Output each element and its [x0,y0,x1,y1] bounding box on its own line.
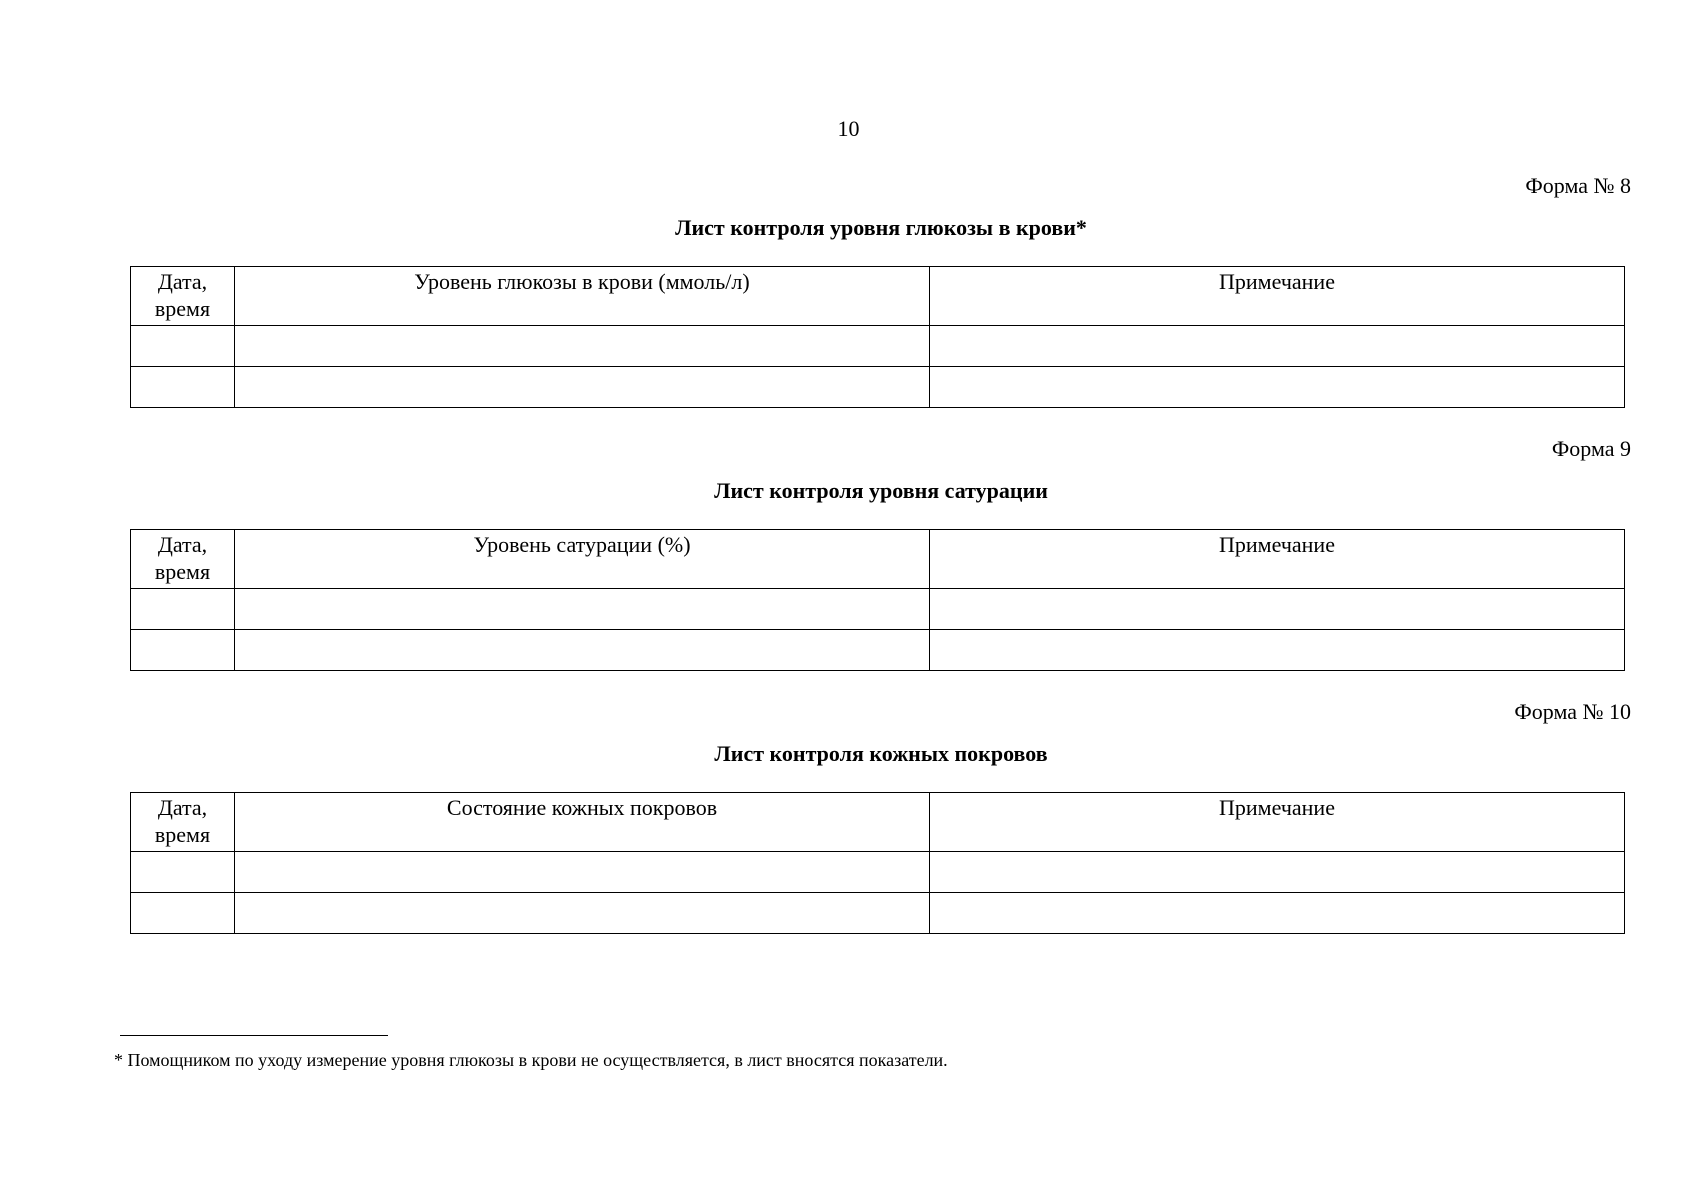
date-time-cell[interactable] [131,630,235,671]
saturation-table [130,529,1625,671]
glucose-level-header: Уровень глюкозы в крови (ммоль/л) [235,267,930,326]
date-header-line2: время [154,296,211,321]
saturation-level-cell[interactable] [235,589,930,630]
glucose-level-cell[interactable] [235,367,930,408]
form-8-label: Форма № 8 [1525,173,1631,198]
note-header: Примечание [930,267,1625,326]
note-header: Примечание [930,530,1625,589]
glucose-table [130,266,1625,408]
note-cell[interactable] [930,326,1625,367]
note-cell[interactable] [930,893,1625,934]
footnote-rule [120,1035,388,1036]
table-header-row [131,267,1625,326]
glucose-level-cell[interactable] [235,326,930,367]
saturation-level-header: Уровень сатурации (%) [235,530,930,589]
form-9-title: Лист контроля уровня сатурации [714,478,1048,503]
form-10-title: Лист контроля кожных покровов [714,741,1048,766]
date-header-line2: время [154,822,211,847]
skin-condition-header: Состояние кожных покровов [235,793,930,852]
form-8-title: Лист контроля уровня глюкозы в крови* [675,215,1087,240]
note-cell[interactable] [930,589,1625,630]
date-time-cell[interactable] [131,367,235,408]
note-cell[interactable] [930,630,1625,671]
table-header-row [131,530,1625,589]
page-number: 10 [837,116,860,141]
table-header-row [131,793,1625,852]
table-row [131,852,1625,893]
skin-condition-cell[interactable] [235,852,930,893]
note-cell[interactable] [930,367,1625,408]
date-time-header [131,793,235,852]
note-header: Примечание [930,793,1625,852]
date-header-line1: Дата, [157,269,208,294]
table-row [131,326,1625,367]
date-time-cell[interactable] [131,852,235,893]
date-header-line1: Дата, [157,532,208,557]
table-row [131,367,1625,408]
skin-condition-table [130,792,1625,934]
table-row [131,589,1625,630]
table-row [131,630,1625,671]
skin-condition-cell[interactable] [235,893,930,934]
form-9-label: Форма 9 [1551,436,1631,461]
form-10-label: Форма № 10 [1514,699,1631,724]
date-header-line2: время [154,559,211,584]
date-time-header [131,267,235,326]
note-cell[interactable] [930,852,1625,893]
date-time-cell[interactable] [131,326,235,367]
date-header-line1: Дата, [157,795,208,820]
date-time-cell[interactable] [131,589,235,630]
date-time-header [131,530,235,589]
footnote: * Помощником по уходу измерение уровня глюкозы в крови не осуществляется, в лист вносятся показатели. [114,1050,948,1070]
saturation-level-cell[interactable] [235,630,930,671]
date-time-cell[interactable] [131,893,235,934]
table-row [131,893,1625,934]
